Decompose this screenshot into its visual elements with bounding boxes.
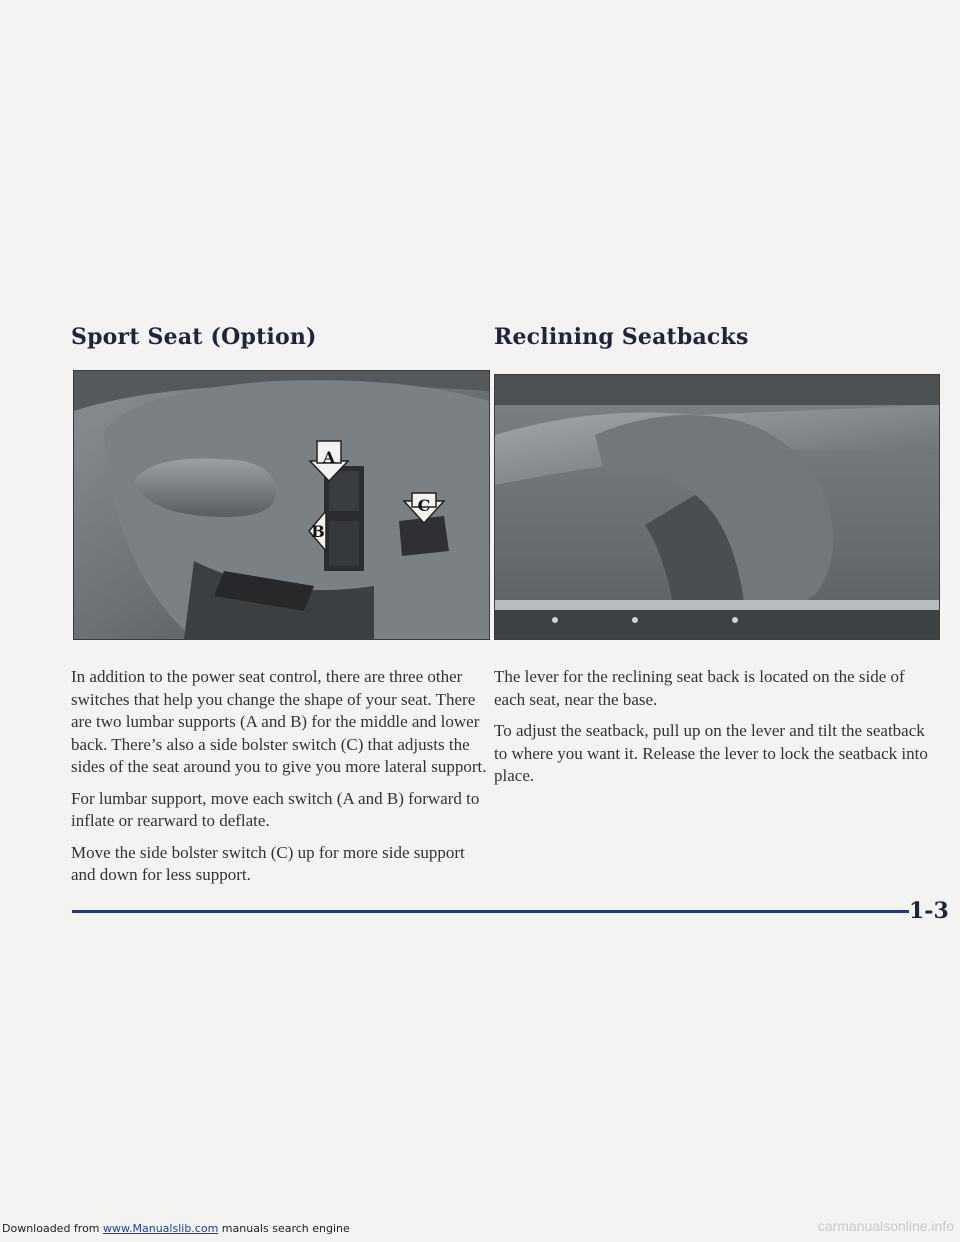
paragraph: The lever for the reclining seat back is located on the side of each seat, near the base. <box>494 667 905 709</box>
label-a: A <box>322 448 336 467</box>
watermark: carmanualsonline.info <box>817 1218 954 1234</box>
sport-seat-illustration <box>74 371 489 639</box>
recline-lever-photo <box>494 374 940 640</box>
recline-lever-illustration <box>495 375 939 639</box>
reclining-seatbacks-heading: Reclining Seatbacks <box>494 324 749 350</box>
paragraph: For lumbar support, move each switch (A and B) forward to inflate or rearward to deflate. <box>71 788 480 830</box>
paragraph: In addition to the power seat control, there are three other switches that help you change the shape of your seat. There are two lumbar supports (A and B) for the middle and lower back. There’s also a side bolster switch (C) that adjusts the sides of the seat around you to give you more lateral support. <box>71 667 487 776</box>
download-footer <box>2 1222 350 1235</box>
label-b: B <box>311 522 325 541</box>
sport-seat-switches-photo <box>73 370 490 640</box>
sport-seat-heading: Sport Seat (Option) <box>71 324 317 350</box>
sport-seat-text <box>71 666 491 896</box>
footer-suffix: manuals search engine <box>221 1222 350 1235</box>
reclining-seatbacks-text <box>494 666 934 797</box>
paragraph: To adjust the seatback, pull up on the lever and tilt the seatback to where you want it. Release the lever to lock the seatback into place. <box>494 721 928 785</box>
paragraph: Move the side bolster switch (C) up for more side support and down for less support. <box>71 842 465 884</box>
manualslib-link[interactable]: www.Manualslib.com <box>103 1222 219 1235</box>
footer-rule <box>72 910 909 913</box>
footer-prefix: Downloaded from <box>2 1222 100 1235</box>
page-number: 1-3 <box>909 898 949 924</box>
label-c: C <box>417 496 431 515</box>
